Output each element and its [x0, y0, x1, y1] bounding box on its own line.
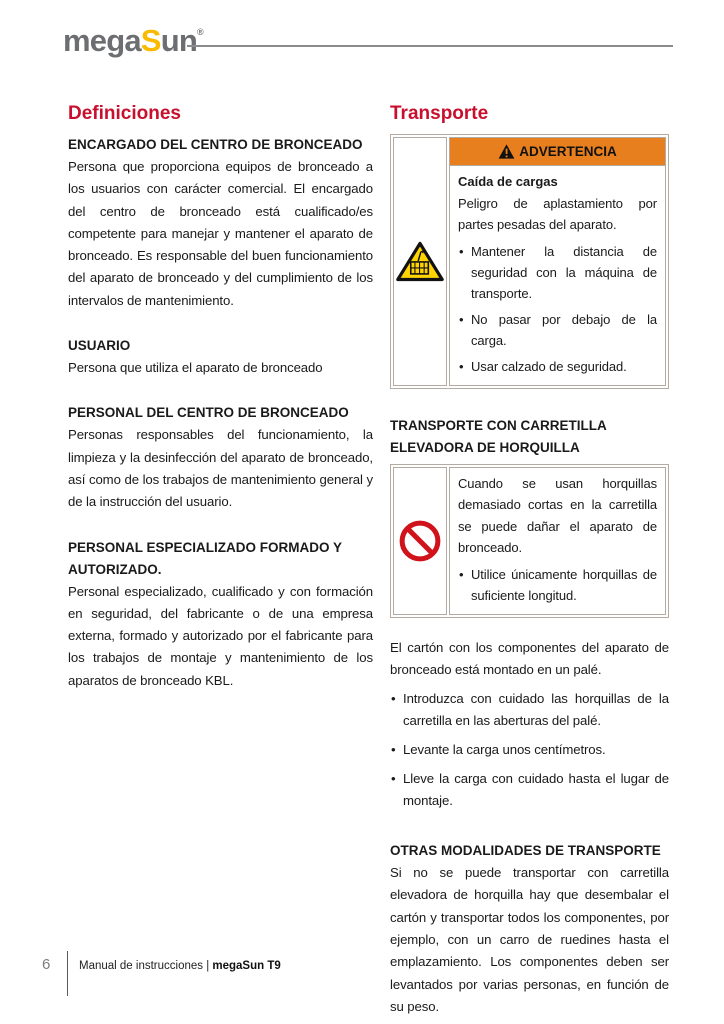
warning-title: Caída de cargas — [458, 174, 558, 189]
footer-caption — [79, 960, 281, 972]
notice-bullet: • Utilice únicamente horquillas de suficiente longitud. — [458, 564, 657, 606]
warning-bullet-list — [458, 241, 657, 377]
definition-title: PERSONAL ESPECIALIZADO FORMADO Y AUTORIZADO. — [68, 539, 342, 577]
notice-body — [450, 468, 665, 614]
notice-bullet-list — [458, 564, 657, 606]
logo-text-s: S — [140, 23, 161, 58]
warning-bullet: • No pasar por debajo de la carga. — [458, 309, 657, 351]
definition-section-specialist — [68, 537, 373, 692]
megasun-logo — [63, 16, 204, 57]
warning-body — [450, 166, 665, 385]
prohibition-icon — [393, 467, 447, 615]
notice-text: Cuando se usan horquillas demasiado cortas en la carretilla se puede dañar el aparato de bronceado. — [458, 475, 657, 555]
warning-triangle-icon — [498, 144, 515, 159]
definition-section-operator — [68, 134, 373, 312]
definitions-column — [68, 103, 373, 715]
other-transport-body: Si no se puede transportar con carretilla elevadora de horquilla hay que desembalar el cartón y transportar todos los componentes, por ejemplo, con un carro de ruedines hasta el emplazamiento. Los componentes deben ser levantados por varias personas, en función de su peso. — [390, 865, 669, 1014]
definition-section-user — [68, 335, 373, 379]
definition-title: ENCARGADO DEL CENTRO DE BRONCEADO — [68, 137, 363, 152]
notice-box-short-forks — [390, 464, 669, 618]
warning-text: Peligro de aplastamiento por partes pesadas del aparato. — [458, 195, 657, 232]
other-transport-section — [390, 840, 669, 1018]
header-divider-line — [187, 45, 673, 47]
forklift-step-list — [390, 688, 669, 812]
definition-section-staff — [68, 402, 373, 513]
transport-heading: Transporte — [390, 103, 489, 124]
other-transport-title: OTRAS MODALIDADES DE TRANSPORTE — [390, 843, 661, 859]
logo-text-mega: mega — [63, 23, 141, 58]
definition-body: Personal especializado, cualificado y con formación en seguridad, del fabricante o de una empresa externa, formado y autorizado por el fabricante para los trabajos de montaje y mantenimiento de los aparatos de bronceado KBL. — [68, 583, 373, 688]
transport-column — [390, 103, 669, 1024]
definition-body: Persona que utiliza el aparato de bronceado — [68, 360, 323, 376]
footer-product-name: megaSun T9 — [212, 960, 281, 972]
definition-title: PERSONAL DEL CENTRO DE BRONCEADO — [68, 405, 349, 421]
forklift-step: • Introduzca con cuidado las horquillas de la carretilla en las aberturas del palé. — [390, 688, 669, 732]
definition-title: USUARIO — [68, 338, 131, 354]
logo-text-un: un — [160, 23, 197, 58]
suspended-load-warning-icon — [393, 137, 447, 386]
warning-bullet: • Usar calzado de seguridad. — [458, 356, 657, 377]
forklift-step: • Levante la carga unos centímetros. — [390, 739, 669, 761]
forklift-intro-text: El cartón con los componentes del aparato de bronceado está montado en un palé. — [390, 639, 669, 677]
footer-manual-label: Manual de instrucciones | — [79, 960, 213, 972]
warning-bullet: • Mantener la distancia de seguridad con la máquina de transporte. — [458, 241, 657, 304]
warning-box-falling-loads — [390, 134, 669, 389]
forklift-step: • Lleve la carga con cuidado hasta el lugar de montaje. — [390, 768, 669, 812]
registered-trademark-mark: ® — [196, 27, 204, 37]
definition-body: Persona que proporciona equipos de bronceado a los usuarios con carácter comercial. El encargado del centro de bronceado está cualificado/es competente para manejar y mantener el aparato de bronceado. Es responsable del buen funcionamiento del aparato de bronceado y del cumplimiento de los intervalos de mantenimiento. — [68, 159, 373, 308]
definitions-heading: Definiciones — [68, 103, 181, 124]
warning-header-bar — [450, 138, 665, 166]
footer-divider-line — [67, 951, 68, 996]
warning-header-label: ADVERTENCIA — [519, 144, 617, 159]
warning-box-content — [449, 137, 666, 386]
page-number: 6 — [42, 956, 51, 973]
definition-body: Personas responsables del funcionamiento, la limpieza y la desinfección del aparato de bronceado, así como de los trabajos de mantenimiento general y de la instrucción del usuario. — [68, 427, 373, 510]
notice-box-content — [449, 467, 666, 615]
forklift-section-title: TRANSPORTE CON CARRETILLA ELEVADORA DE HORQUILLA — [390, 417, 607, 455]
